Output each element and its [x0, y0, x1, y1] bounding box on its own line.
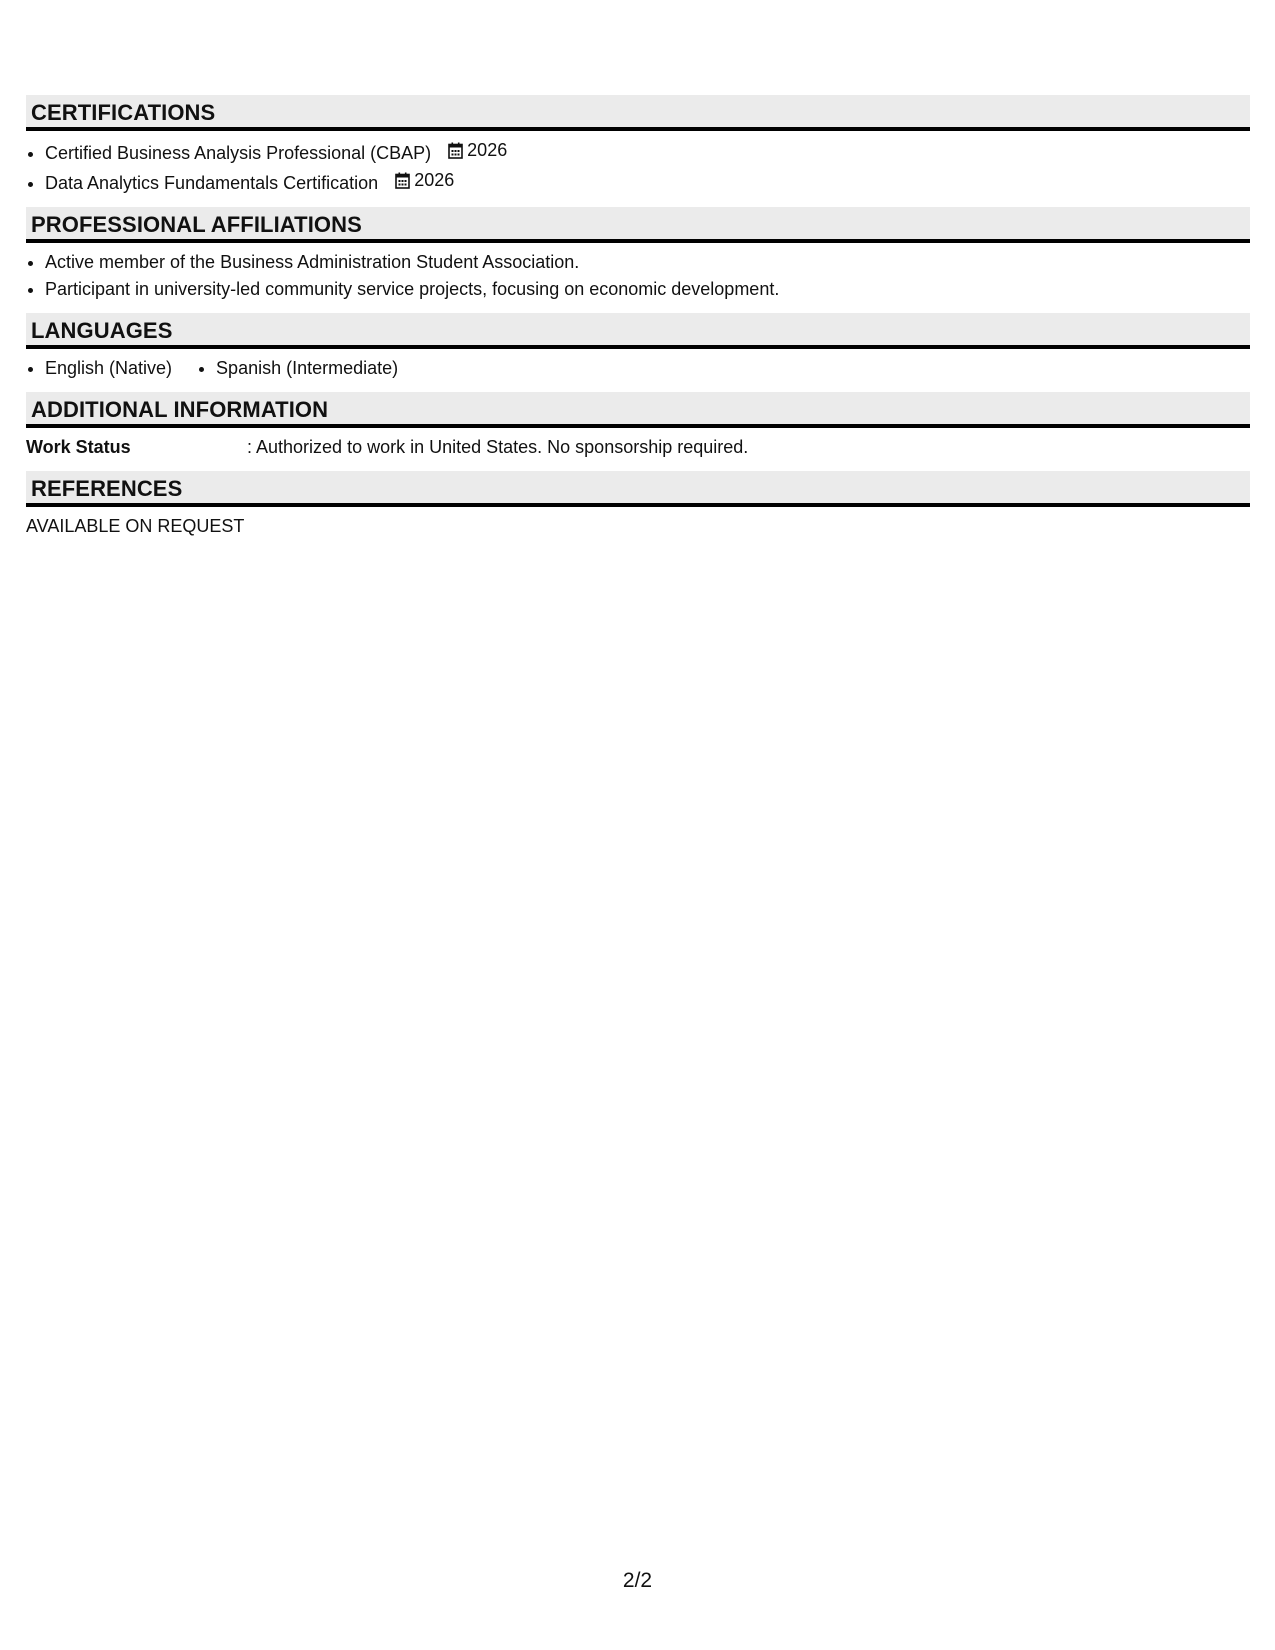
date-text: 2026 — [467, 140, 508, 160]
calendar-icon — [395, 172, 410, 189]
section-title: REFERENCES — [26, 471, 1250, 507]
section-title: LANGUAGES — [26, 313, 1250, 349]
affiliations-list — [26, 249, 1250, 303]
page-number: 2/2 — [622, 1569, 653, 1592]
affiliations-section — [26, 207, 1250, 303]
section-title: ADDITIONAL INFORMATION — [26, 392, 1250, 428]
list-item — [45, 137, 1250, 167]
references-section — [26, 471, 1250, 540]
additional-info-section — [26, 392, 1250, 461]
languages-list — [26, 355, 1250, 382]
work-status-value: : Authorized to work in United States. No sponsorship required. — [247, 437, 749, 457]
certification-date — [395, 167, 454, 194]
work-status-row — [26, 434, 1250, 461]
list-item: • Active member of the Business Administration Student Association. — [45, 249, 1250, 276]
certification-name: Certified Business Analysis Professional (CBAP) — [45, 143, 432, 163]
list-item: • Participant in university-led community service projects, focusing on economic development. — [45, 276, 1250, 303]
certifications-list — [26, 137, 1250, 197]
work-status-label: Work Status — [26, 437, 131, 457]
list-item: • English (Native) — [45, 355, 172, 382]
date-text: 2026 — [414, 170, 455, 190]
languages-section — [26, 313, 1250, 382]
calendar-icon — [448, 142, 463, 159]
references-text: AVAILABLE ON REQUEST — [26, 516, 245, 536]
resume-page — [26, 95, 1250, 550]
certification-name: Data Analytics Fundamentals Certification — [45, 173, 379, 193]
section-title: CERTIFICATIONS — [26, 95, 1250, 131]
list-item: • Spanish (Intermediate) — [216, 355, 398, 382]
certification-date — [448, 137, 507, 164]
certifications-section — [26, 95, 1250, 197]
list-item — [45, 167, 1250, 197]
section-title: PROFESSIONAL AFFILIATIONS — [26, 207, 1250, 243]
